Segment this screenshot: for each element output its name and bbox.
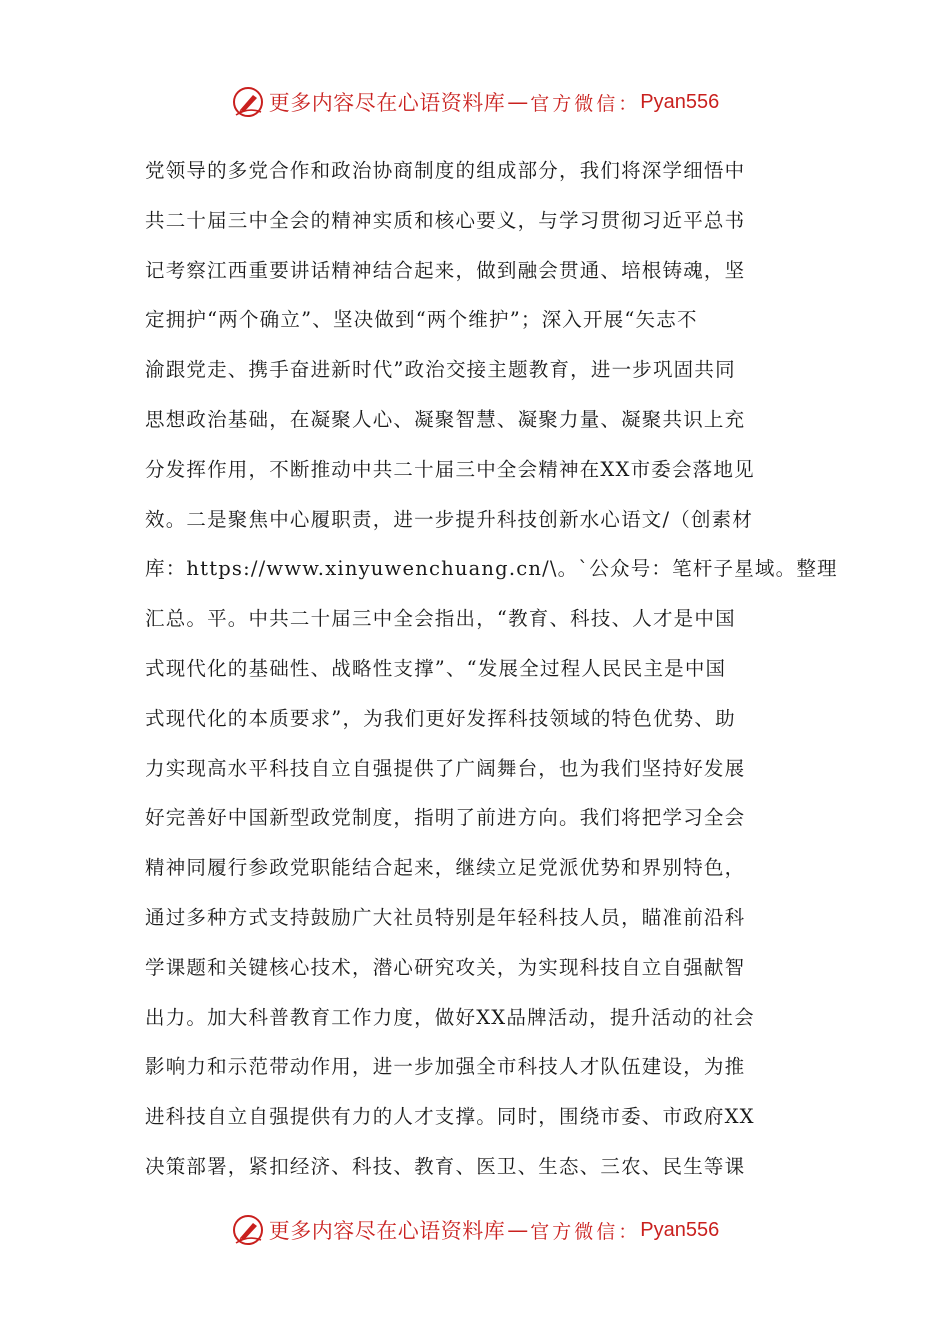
body-line: 效。二是聚焦中心履职责，进一步提升科技创新水心语文/（创素材 <box>145 507 754 531</box>
body-line: 党领导的多党合作和政治协商制度的组成部分，我们将深学细悟中 <box>145 159 746 182</box>
body-line: 精神同履行参政党职能结合起来，继续立足党派优势和界别特色， <box>145 856 746 880</box>
banner-wechat-id: Pyan556 <box>640 1218 720 1241</box>
body-line: 影响力和示范带动作用，进一步加强全市科技人才队伍建设，为推 <box>145 1055 746 1079</box>
body-line: 好完善好中国新型政党制度，指明了前进方向。我们将把学习全会 <box>145 806 746 830</box>
body-line: 进科技自立自强提供有力的人才支撑。同时，围绕市委、市政府XX <box>145 1105 755 1129</box>
body-line: 式现代化的基础性、战略性支撑”、“发展全过程人民民主是中国 <box>145 656 727 680</box>
banner-separator: — <box>507 1218 529 1242</box>
body-line: 共二十届三中全会的精神实质和核心要义，与学习贯彻习近平总书 <box>145 208 746 232</box>
header-banner <box>0 80 950 124</box>
body-line: 定拥护“两个确立”、坚决做到“两个维护”；深入开展“矢志不 <box>145 308 698 332</box>
banner-main-text: 更多内容尽在心语资料库 <box>268 1219 506 1243</box>
body-line: 分发挥作用，不断推动中共二十届三中全会精神在XX市委会落地见 <box>145 457 755 481</box>
body-line: 力实现高水平科技自立自强提供了广阔舞台，也为我们坚持好发展 <box>145 756 746 780</box>
body-line: 渝跟党走、携手奋进新时代”政治交接主题教育，进一步巩固共同 <box>145 358 736 382</box>
pen-logo-icon <box>231 85 265 119</box>
document-body <box>145 146 838 1192</box>
body-line: 式现代化的本质要求”，为我们更好发挥科技领域的特色优势、助 <box>145 706 736 730</box>
body-line: 思想政治基础，在凝聚人心、凝聚智慧、凝聚力量、凝聚共识上充 <box>145 407 746 431</box>
body-line: 通过多种方式支持鼓励广大社员特别是年轻科技人员，瞄准前沿科 <box>145 905 746 929</box>
banner-separator: — <box>507 90 529 114</box>
body-line: 记考察江西重要讲话精神结合起来，做到融会贯通、培根铸魂，坚 <box>145 258 746 282</box>
footer-banner <box>0 1208 950 1252</box>
body-line: 出力。加大科普教育工作力度，做好XX品牌活动，提升活动的社会 <box>145 1005 755 1029</box>
banner-wechat-id: Pyan556 <box>640 90 720 113</box>
banner-wechat-label: 官方微信： <box>530 92 641 115</box>
body-line: 库：https://www.xinyuwenchuang.cn/\。`公众号：笔杆子星域。整理 <box>145 557 838 581</box>
body-line: 学课题和关键核心技术，潜心研究攻关，为实现科技自立自强献智 <box>145 955 746 979</box>
banner-main-text: 更多内容尽在心语资料库 <box>268 91 506 115</box>
banner-wechat-label: 官方微信： <box>530 1220 641 1243</box>
body-line: 汇总。平。中共二十届三中全会指出，“教育、科技、人才是中国 <box>145 607 736 631</box>
pen-logo-icon <box>231 1213 265 1247</box>
body-line: 决策部署，紧扣经济、科技、教育、医卫、生态、三农、民生等课 <box>145 1154 746 1178</box>
